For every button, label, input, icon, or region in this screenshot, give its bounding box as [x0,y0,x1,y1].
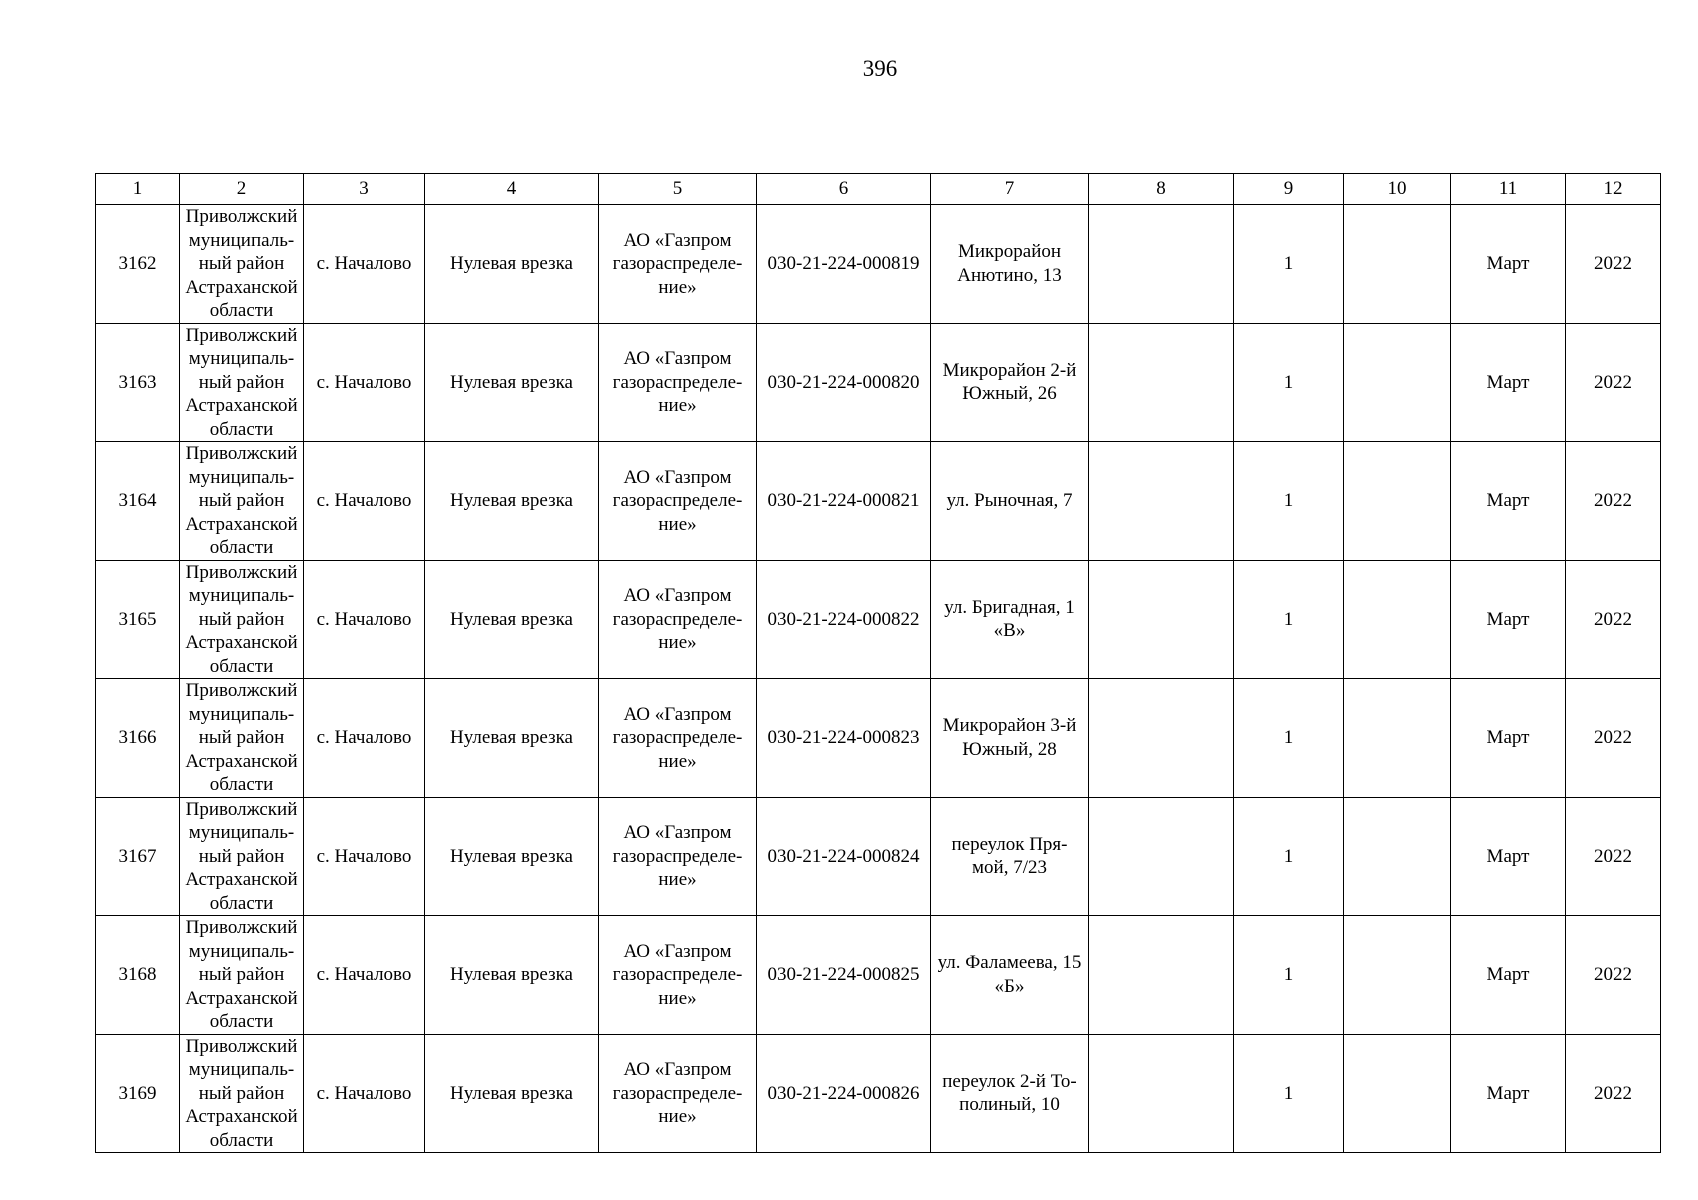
district-cell: Приволжский муниципаль- ный район Астраханской области [180,560,304,679]
column-header: 9 [1234,174,1344,205]
address-cell: ул. Фаламеева, 15 «Б» [931,916,1089,1035]
organization-cell: АО «Газпром газораспределе- ние» [599,205,757,324]
row-number-cell: 3167 [96,797,180,916]
column-8-cell [1089,205,1234,324]
column-header: 10 [1344,174,1451,205]
column-9-cell: 1 [1234,205,1344,324]
district-cell: Приволжский муниципаль- ный район Астраханской области [180,679,304,798]
locality-cell: с. Началово [304,916,425,1035]
address-cell: Микрорайон Анютино, 13 [931,205,1089,324]
work-type-cell: Нулевая врезка [425,679,599,798]
address-cell: переулок Пря- мой, 7/23 [931,797,1089,916]
district-cell: Приволжский муниципаль- ный район Астраханской области [180,442,304,561]
object-code-cell: 030-21-224-000823 [757,679,931,798]
column-header: 8 [1089,174,1234,205]
page-number: 396 [862,56,898,81]
row-number-cell: 3168 [96,916,180,1035]
column-header: 2 [180,174,304,205]
row-number-cell: 3162 [96,205,180,324]
district-cell: Приволжский муниципаль- ный район Астраханской области [180,916,304,1035]
column-10-cell [1344,797,1451,916]
year-cell: 2022 [1566,916,1661,1035]
table-row [96,916,1661,1035]
address-cell: переулок 2-й То- полиный, 10 [931,1034,1089,1153]
work-type-cell: Нулевая врезка [425,205,599,324]
organization-cell: АО «Газпром газораспределе- ние» [599,797,757,916]
year-cell: 2022 [1566,1034,1661,1153]
locality-cell: с. Началово [304,797,425,916]
row-number-cell: 3165 [96,560,180,679]
work-type-cell: Нулевая врезка [425,1034,599,1153]
column-header: 6 [757,174,931,205]
object-code-cell: 030-21-224-000824 [757,797,931,916]
object-code-cell: 030-21-224-000825 [757,916,931,1035]
locality-cell: с. Началово [304,560,425,679]
month-cell: Март [1451,679,1566,798]
column-header: 4 [425,174,599,205]
table-row [96,205,1661,324]
object-code-cell: 030-21-224-000822 [757,560,931,679]
column-header: 3 [304,174,425,205]
column-9-cell: 1 [1234,916,1344,1035]
district-cell: Приволжский муниципаль- ный район Астраханской области [180,797,304,916]
organization-cell: АО «Газпром газораспределе- ние» [599,1034,757,1153]
work-type-cell: Нулевая врезка [425,442,599,561]
object-code-cell: 030-21-224-000826 [757,1034,931,1153]
organization-cell: АО «Газпром газораспределе- ние» [599,323,757,442]
locality-cell: с. Началово [304,679,425,798]
address-cell: Микрорайон 2-й Южный, 26 [931,323,1089,442]
month-cell: Март [1451,442,1566,561]
column-8-cell [1089,323,1234,442]
locality-cell: с. Началово [304,442,425,561]
district-cell: Приволжский муниципаль- ный район Астраханской области [180,1034,304,1153]
month-cell: Март [1451,560,1566,679]
row-number-cell: 3163 [96,323,180,442]
organization-cell: АО «Газпром газораспределе- ние» [599,679,757,798]
month-cell: Март [1451,205,1566,324]
column-header: 5 [599,174,757,205]
work-type-cell: Нулевая врезка [425,797,599,916]
address-cell: ул. Рыночная, 7 [931,442,1089,561]
year-cell: 2022 [1566,560,1661,679]
month-cell: Март [1451,797,1566,916]
locality-cell: с. Началово [304,205,425,324]
object-code-cell: 030-21-224-000819 [757,205,931,324]
locality-cell: с. Началово [304,1034,425,1153]
year-cell: 2022 [1566,205,1661,324]
month-cell: Март [1451,916,1566,1035]
district-cell: Приволжский муниципаль- ный район Астраханской области [180,323,304,442]
row-number-cell: 3169 [96,1034,180,1153]
register-table [95,173,1661,1153]
column-header: 12 [1566,174,1661,205]
address-cell: Микрорайон 3-й Южный, 28 [931,679,1089,798]
work-type-cell: Нулевая врезка [425,323,599,442]
column-9-cell: 1 [1234,679,1344,798]
column-8-cell [1089,679,1234,798]
table-row [96,797,1661,916]
row-number-cell: 3164 [96,442,180,561]
column-9-cell: 1 [1234,560,1344,679]
column-10-cell [1344,323,1451,442]
column-10-cell [1344,679,1451,798]
column-header: 11 [1451,174,1566,205]
year-cell: 2022 [1566,323,1661,442]
table-row [96,679,1661,798]
column-10-cell [1344,560,1451,679]
column-8-cell [1089,1034,1234,1153]
organization-cell: АО «Газпром газораспределе- ние» [599,560,757,679]
column-10-cell [1344,1034,1451,1153]
column-9-cell: 1 [1234,323,1344,442]
year-cell: 2022 [1566,679,1661,798]
column-8-cell [1089,560,1234,679]
table-row [96,323,1661,442]
locality-cell: с. Началово [304,323,425,442]
table-row [96,442,1661,561]
object-code-cell: 030-21-224-000821 [757,442,931,561]
column-9-cell: 1 [1234,797,1344,916]
work-type-cell: Нулевая врезка [425,560,599,679]
column-8-cell [1089,916,1234,1035]
column-header: 7 [931,174,1089,205]
month-cell: Март [1451,1034,1566,1153]
month-cell: Март [1451,323,1566,442]
row-number-cell: 3166 [96,679,180,798]
column-10-cell [1344,916,1451,1035]
column-9-cell: 1 [1234,442,1344,561]
column-9-cell: 1 [1234,1034,1344,1153]
organization-cell: АО «Газпром газораспределе- ние» [599,442,757,561]
header-row [96,174,1661,205]
table-row [96,560,1661,679]
column-10-cell [1344,205,1451,324]
column-8-cell [1089,797,1234,916]
organization-cell: АО «Газпром газораспределе- ние» [599,916,757,1035]
year-cell: 2022 [1566,442,1661,561]
district-cell: Приволжский муниципаль- ный район Астраханской области [180,205,304,324]
column-8-cell [1089,442,1234,561]
column-10-cell [1344,442,1451,561]
table-row [96,1034,1661,1153]
object-code-cell: 030-21-224-000820 [757,323,931,442]
column-header: 1 [96,174,180,205]
address-cell: ул. Бригадная, 1 «В» [931,560,1089,679]
work-type-cell: Нулевая врезка [425,916,599,1035]
year-cell: 2022 [1566,797,1661,916]
